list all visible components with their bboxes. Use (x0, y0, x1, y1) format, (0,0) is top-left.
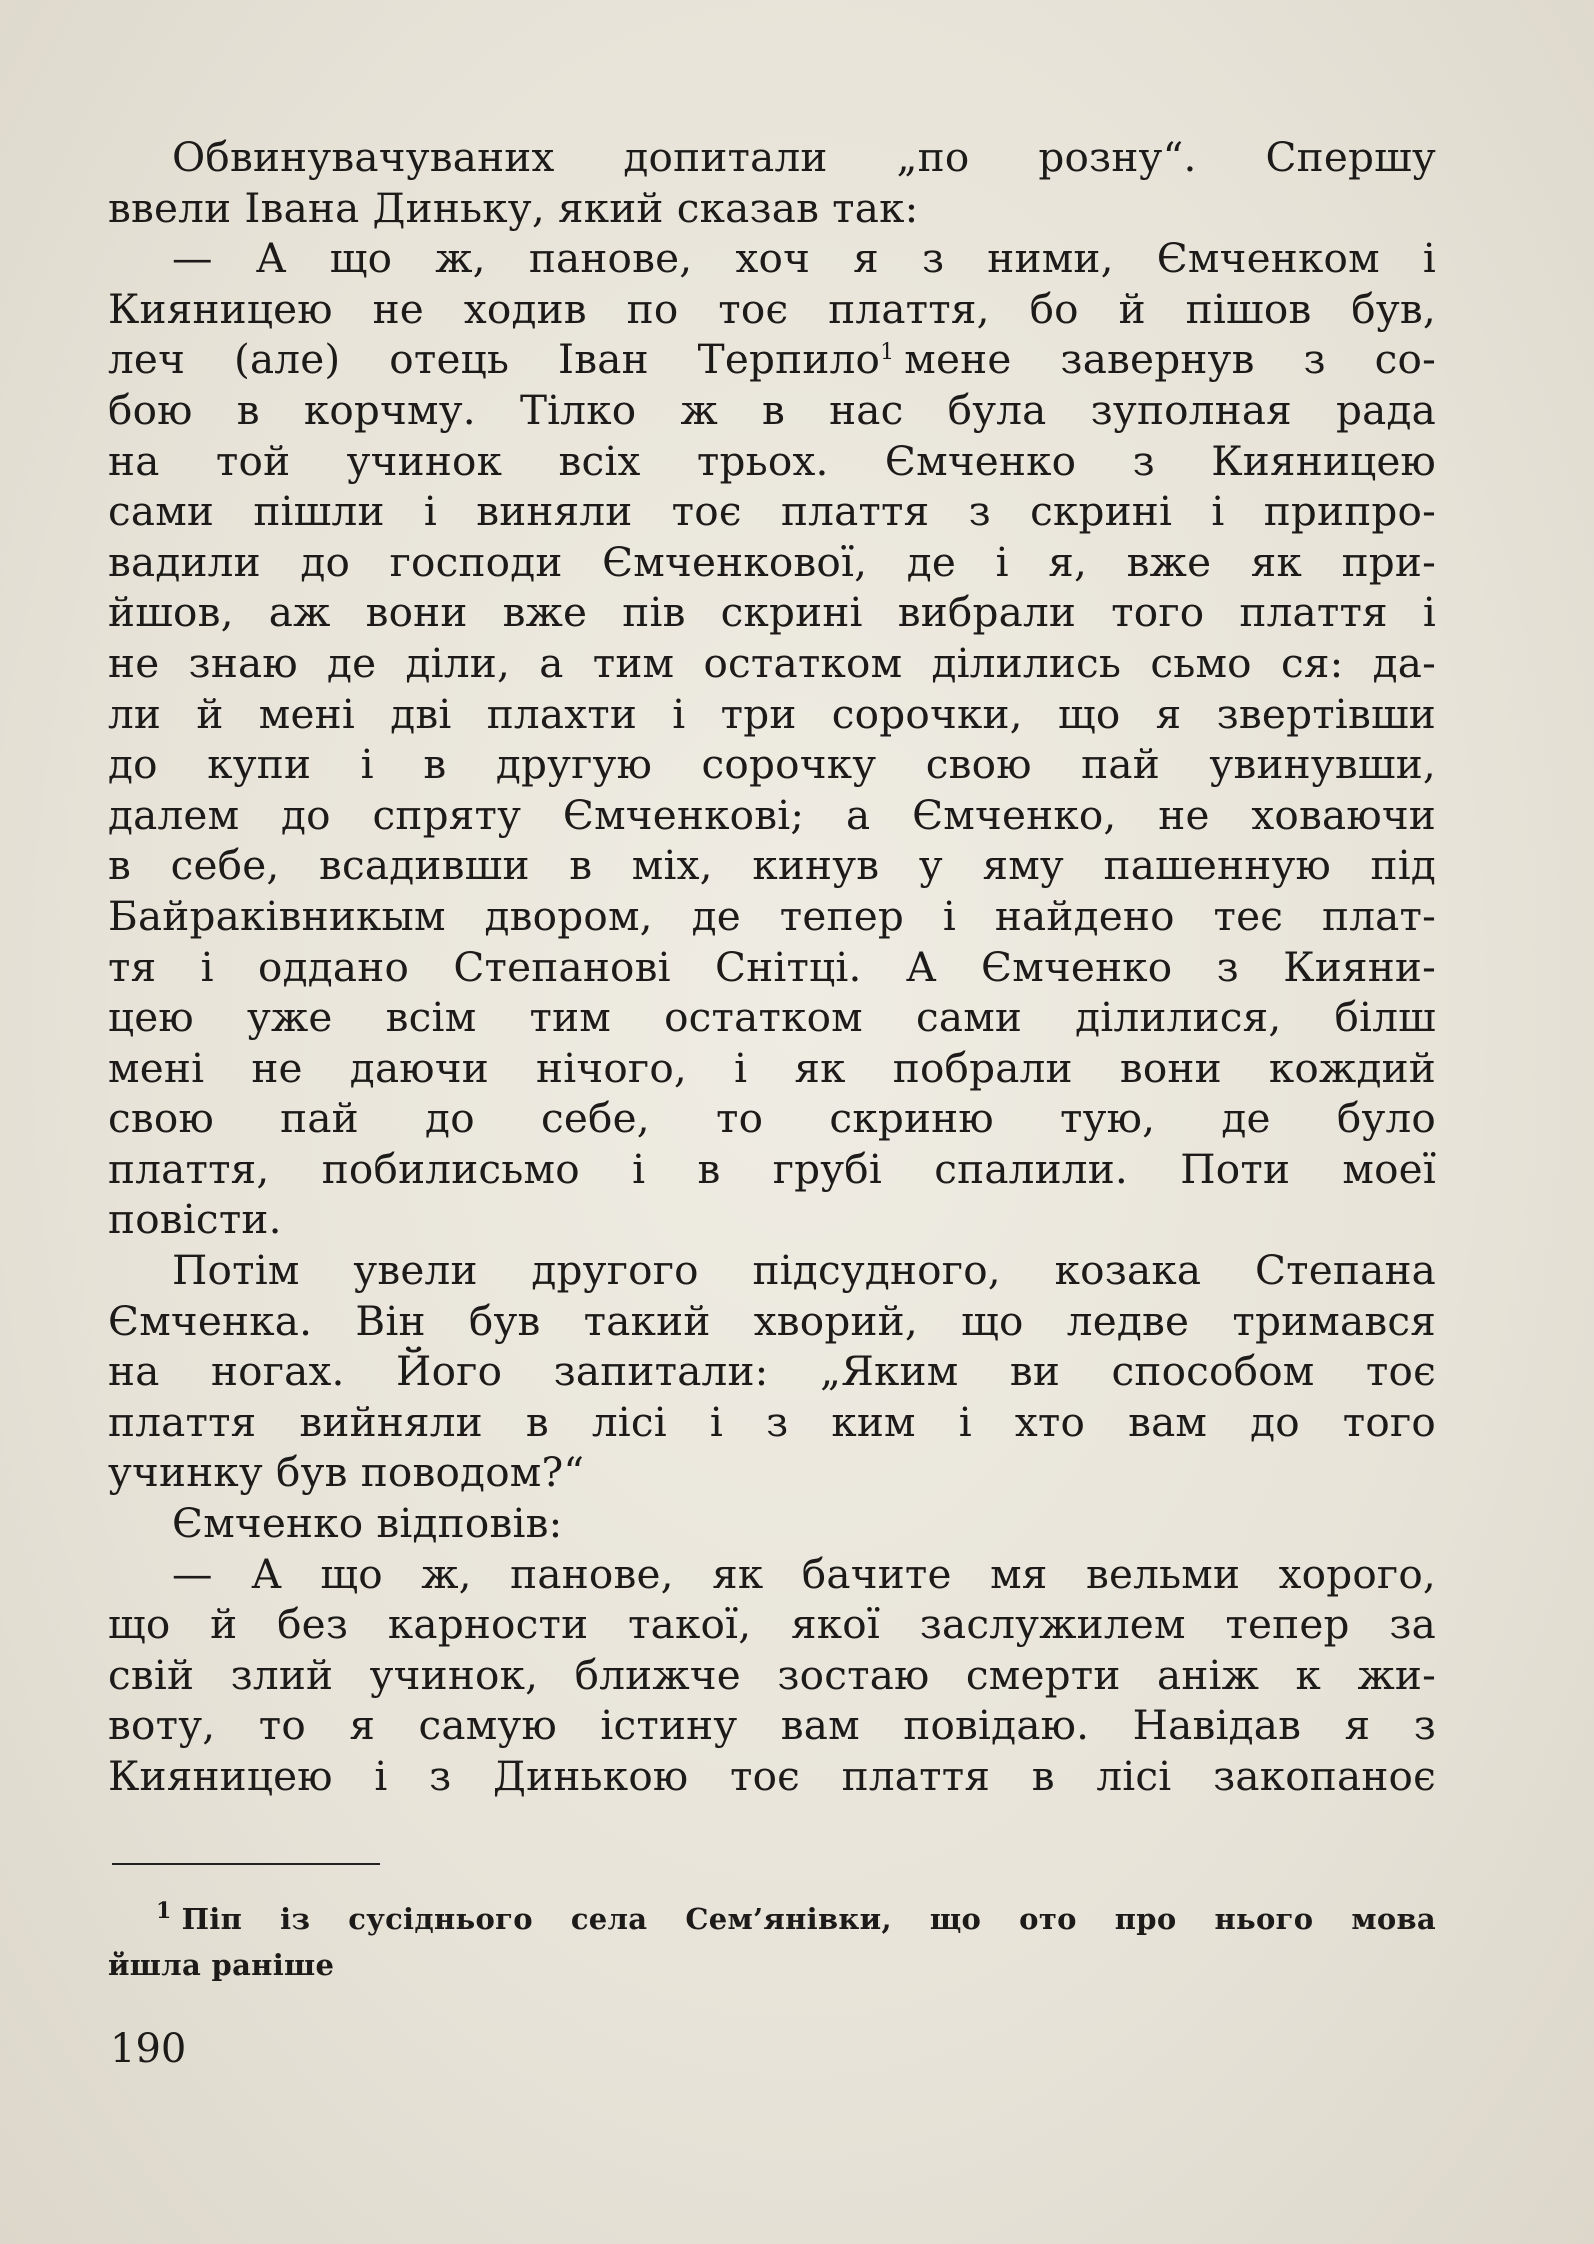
footnote-divider (112, 1863, 380, 1865)
text-line: на той учинок всіх трьох. Ємченко з Кияницею (108, 436, 1436, 485)
body-text (108, 132, 1436, 1802)
text-line: ввели Івана Диньку, який сказав так: (108, 183, 919, 232)
text-line: — А що ж, панове, хоч я з ними, Ємченком і (172, 234, 1436, 283)
text-line: Потім увели другого підсудного, козака Степана (172, 1246, 1436, 1295)
text-line: свою пай до себе, то скриню тую, де було (108, 1094, 1436, 1143)
text-line (108, 334, 1436, 385)
text-line: в себе, всадивши в міх, кинув у яму пашенную під (108, 841, 1436, 890)
text-line: плаття, побилисьмо і в грубі спалили. Поти моеї (108, 1144, 1436, 1193)
text-line: цею уже всім тим остатком сами ділилися, білш (108, 993, 1436, 1042)
text-line: — А що ж, панове, як бачите мя вельми хорого, (172, 1549, 1436, 1598)
text-line: йшов, аж вони вже пів скрині вибрали того плаття і (108, 588, 1436, 637)
text-line: не знаю де діли, а тим остатком ділились сьмо ся: да- (108, 638, 1436, 687)
text-line: учинку був поводом?“ (108, 1448, 585, 1497)
text-line: повісти. (108, 1195, 282, 1244)
page-number: 190 (110, 2026, 187, 2072)
text-fragment: леч (але) отець Іван Терпило (108, 335, 881, 384)
text-line: Кияницею і з Динькою тоє плаття в лісі закопаноє (108, 1752, 1436, 1800)
footnote (108, 1896, 1436, 1988)
text-line: Ємченко відповів: (172, 1499, 563, 1548)
text-line: тя і оддано Степанові Снітці. А Ємченко з Кияни- (108, 942, 1436, 991)
text-line: що й без карности такої, якої заслужилем тепер за (108, 1600, 1436, 1649)
text-line: на ногах. Його запитали: „Яким ви способом тоє (108, 1347, 1436, 1396)
text-line: плаття вийняли в лісі і з ким і хто вам до того (108, 1397, 1436, 1446)
text-line: вадили до господи Ємченкової, де і я, вже як при- (108, 537, 1436, 586)
text-line: Обвинувачуваних допитали „по розну“. Спершу (172, 133, 1436, 181)
text-fragment: мене завернув з со- (904, 335, 1436, 384)
text-line: свій злий учинок, ближче зостаю смерти аніж к жи- (108, 1650, 1436, 1699)
footnote-line: йшла раніше (108, 1948, 335, 1982)
text-line: мені не даючи нічого, і як побрали вони кождий (108, 1043, 1436, 1092)
text-line: бою в корчму. Тілко ж в нас була зуполная рада (108, 385, 1436, 434)
footnote-reference: 1 (880, 339, 895, 365)
text-line: сами пішли і виняли тоє плаття з скрині і припро- (108, 487, 1436, 536)
footnote-text: Піп із сусіднього села Сем’янівки, що ото про нього мова (181, 1902, 1436, 1936)
text-line: Ємченка. Він був такий хворий, що ледве тримався (108, 1296, 1436, 1345)
footnote-line (108, 1896, 1436, 1942)
text-line: до купи і в другую сорочку свою пай увинувши, (108, 740, 1436, 789)
text-line: далем до спряту Ємченкові; а Ємченко, не ховаючи (108, 790, 1436, 839)
text-line: воту, то я самую істину вам повідаю. Навідав я з (108, 1701, 1436, 1750)
footnote-mark: 1 (156, 1898, 172, 1925)
text-line: Байраківникым двором, де тепер і найдено теє плат- (108, 891, 1436, 940)
text-line: Кияницею не ходив по тоє плаття, бо й пішов був, (108, 284, 1436, 333)
text-line: ли й мені дві плахти і три сорочки, що я звертівши (108, 689, 1436, 738)
